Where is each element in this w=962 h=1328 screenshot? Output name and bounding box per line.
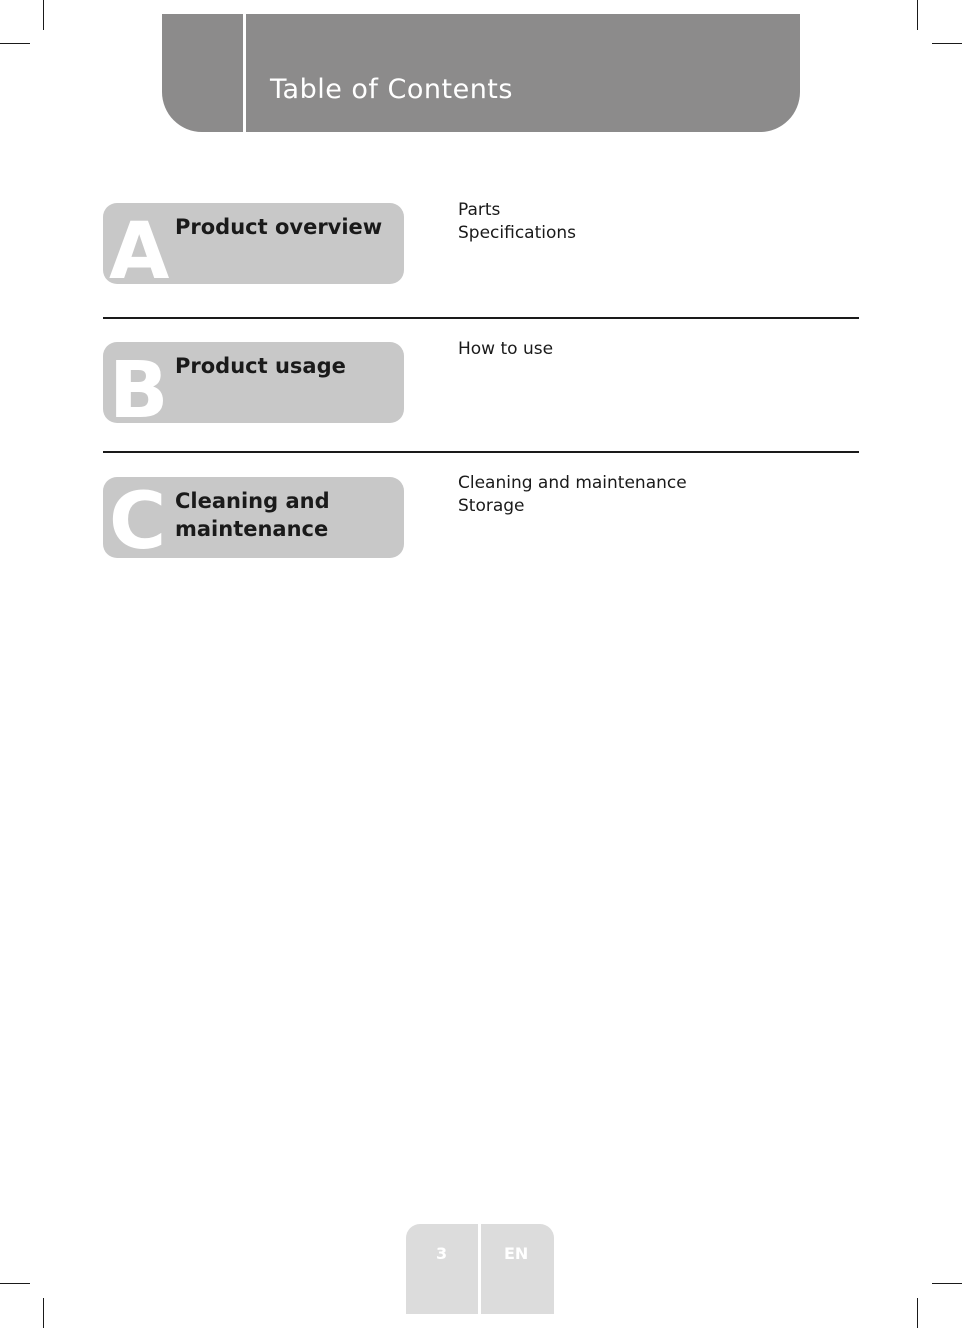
section-c-items	[458, 472, 687, 518]
section-a-letter: A	[109, 207, 170, 284]
crop-mark	[932, 43, 962, 44]
section-b-letter: B	[109, 346, 169, 423]
crop-mark	[43, 0, 44, 30]
toc-item-parts[interactable]: Parts	[458, 200, 501, 220]
toc-item-how-to-use[interactable]: How to use	[458, 339, 554, 359]
crop-mark	[932, 1283, 962, 1284]
footer-tab	[406, 1224, 554, 1314]
section-a-title: Product overview	[175, 215, 383, 239]
language-label: EN	[504, 1244, 529, 1263]
page-number: 3	[436, 1244, 448, 1263]
section-c-box[interactable]	[103, 477, 404, 558]
crop-mark	[0, 1283, 30, 1284]
toc-item-storage[interactable]: Storage	[458, 496, 525, 516]
crop-mark	[917, 0, 918, 30]
footer-divider	[478, 1224, 481, 1314]
header-tab	[162, 14, 800, 132]
section-c-title: Cleaning and maintenance	[175, 489, 330, 541]
header-divider	[243, 14, 246, 132]
section-a-box[interactable]	[103, 203, 404, 284]
section-b-items	[458, 338, 553, 361]
section-b-title: Product usage	[175, 354, 346, 378]
page-title: Table of Contents	[270, 74, 513, 105]
crop-mark	[917, 1298, 918, 1328]
section-b-box[interactable]	[103, 342, 404, 423]
section-divider	[103, 451, 859, 453]
section-c-letter: C	[109, 477, 167, 558]
crop-mark	[43, 1298, 44, 1328]
toc-item-specifications[interactable]: Specifications	[458, 223, 577, 243]
crop-mark	[0, 43, 30, 44]
section-a-items	[458, 199, 576, 245]
toc-item-cleaning-and-maintenance[interactable]: Cleaning and maintenance	[458, 473, 687, 493]
section-divider	[103, 317, 859, 319]
